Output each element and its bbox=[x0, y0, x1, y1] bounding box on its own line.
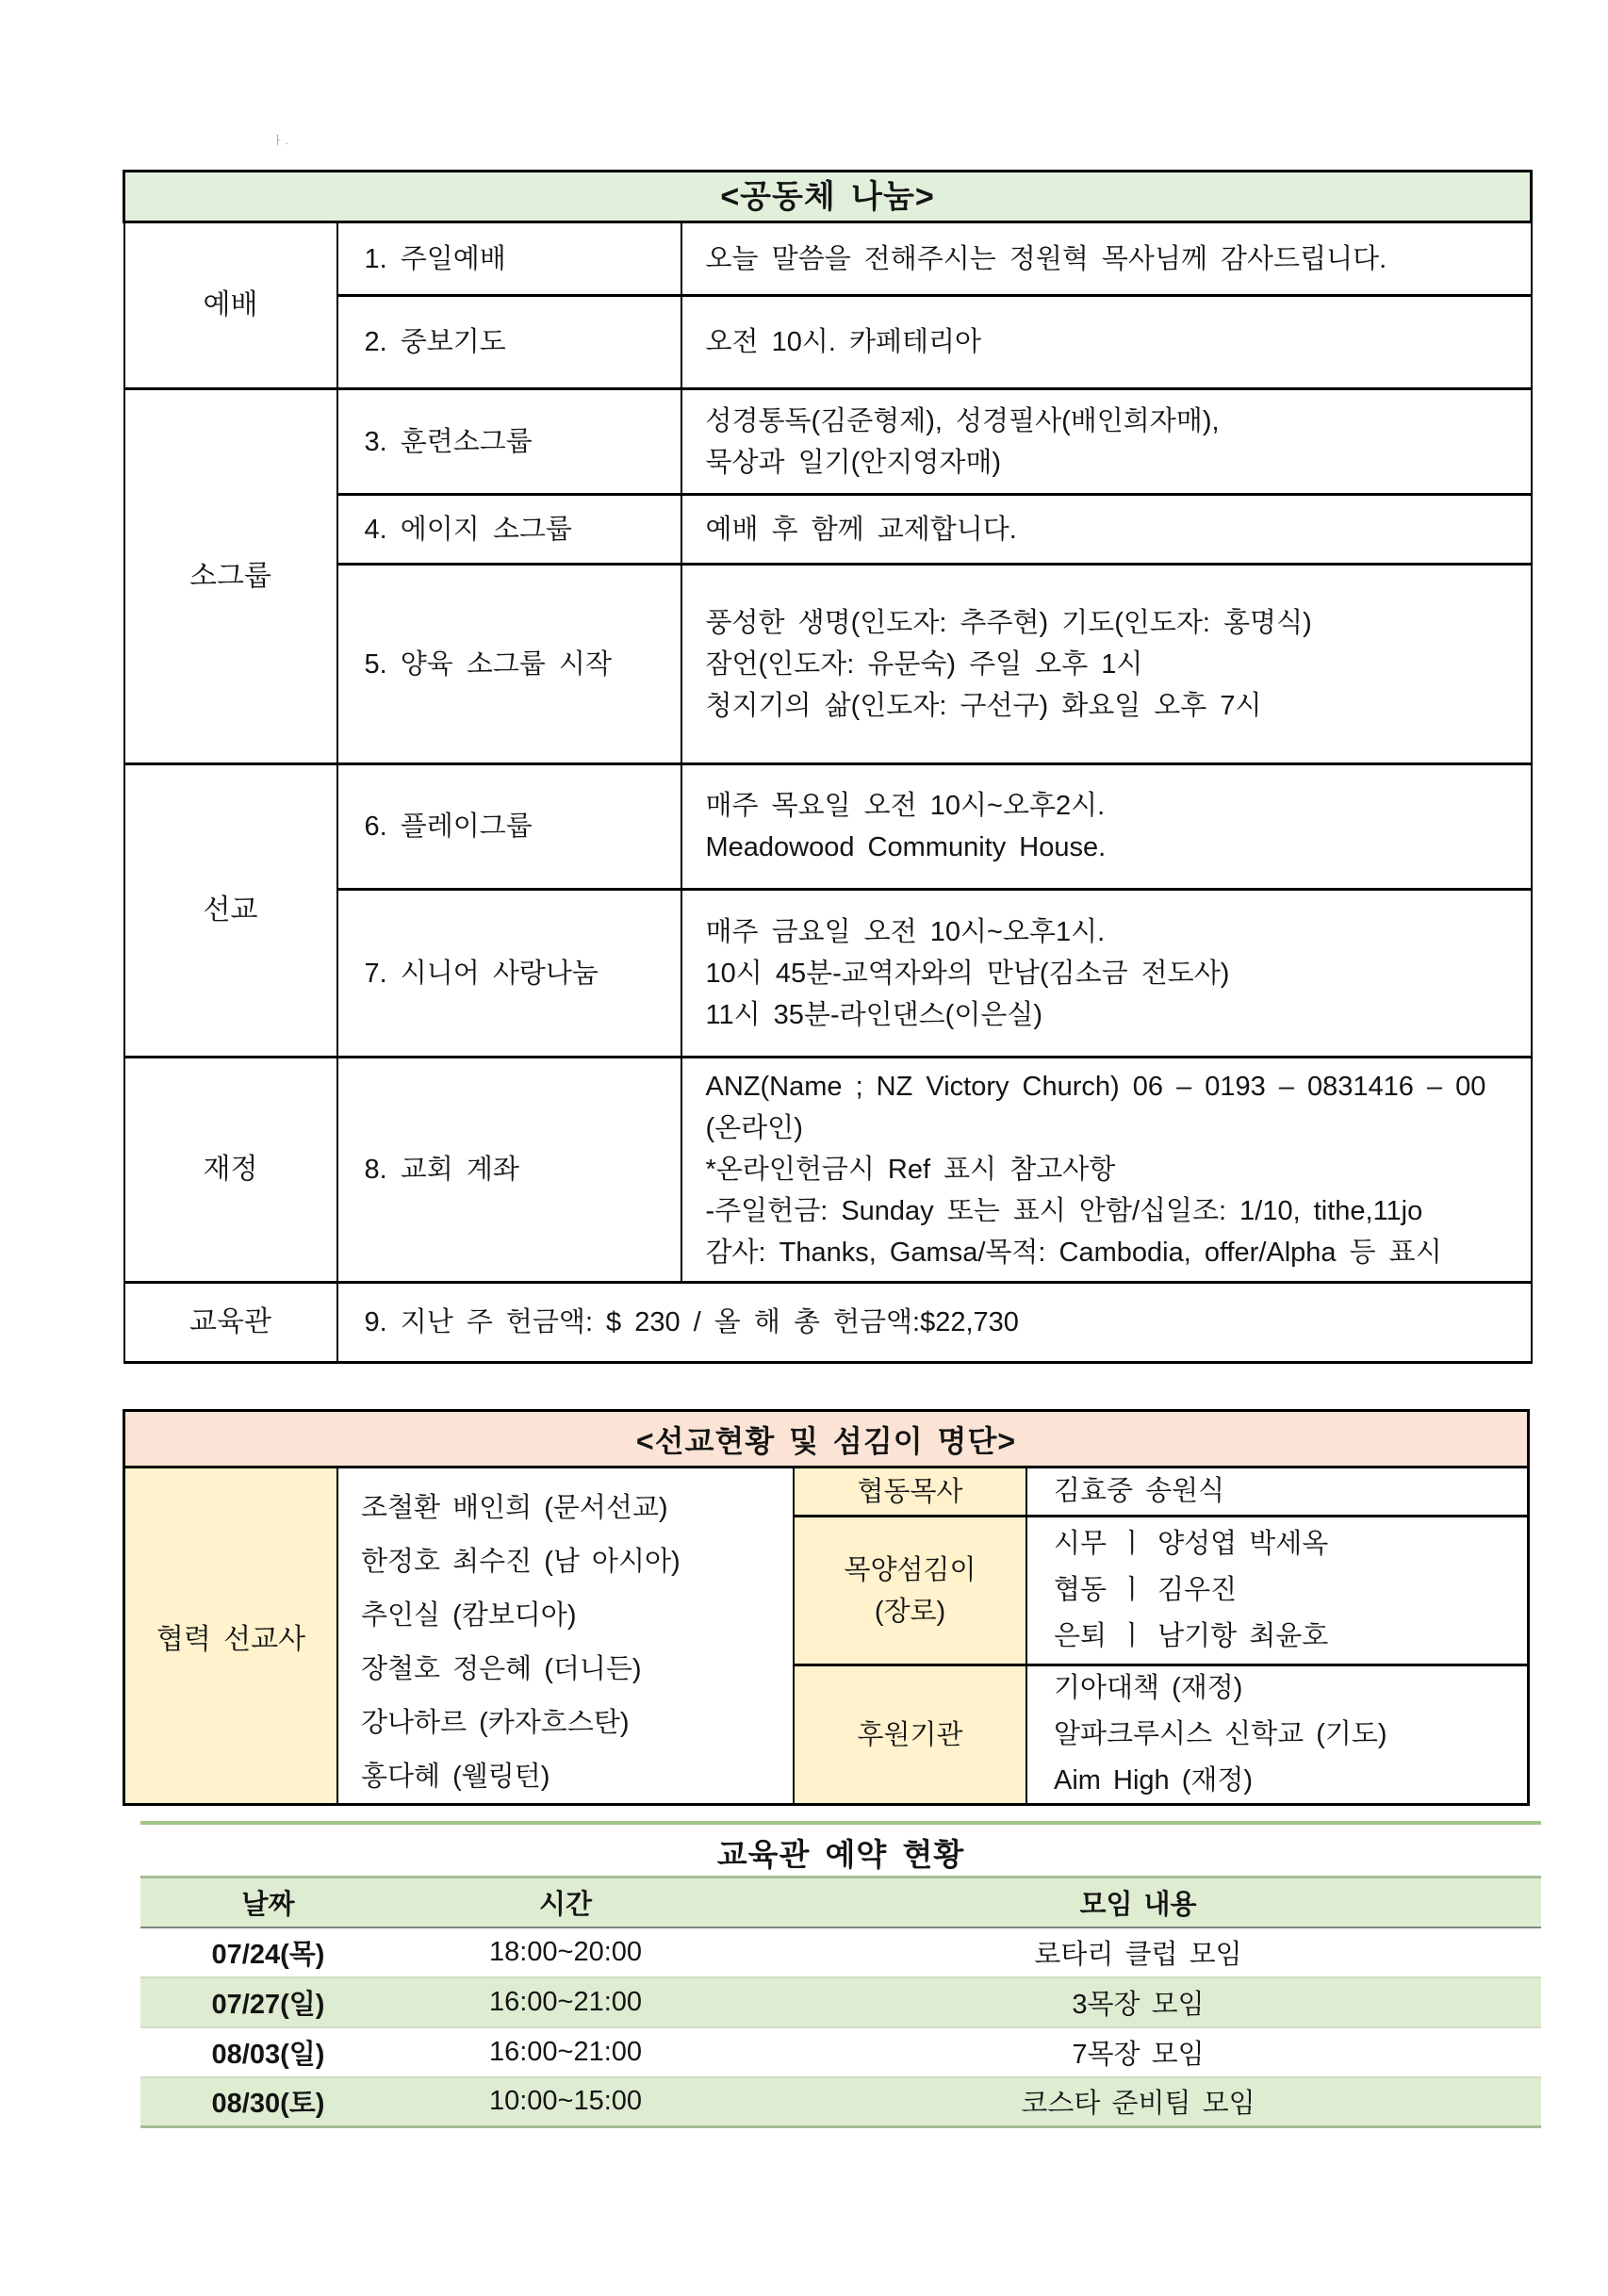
text-line: 한정호 최수진 (남 아시아) bbox=[361, 1547, 681, 1577]
item-desc bbox=[681, 222, 1532, 296]
item-desc bbox=[681, 890, 1532, 1058]
reservation-row bbox=[140, 2077, 1541, 2127]
item-desc bbox=[681, 1058, 1532, 1283]
item-label: 1. 주일예배 bbox=[337, 222, 681, 296]
text-line: 예배 후 함께 교제합니다. bbox=[705, 514, 1017, 545]
item-label: 2. 중보기도 bbox=[337, 296, 681, 389]
reservation-content: 로타리 클럽 모임 bbox=[1034, 1939, 1242, 1970]
item-label: 8. 교회 계좌 bbox=[337, 1058, 681, 1283]
offering-summary: 9. 지난 주 헌금액: $ 230 / 올 해 총 헌금액:$22,730 bbox=[337, 1283, 1532, 1363]
reservation-content: 코스타 준비팀 모임 bbox=[1021, 2089, 1255, 2120]
text-line: 기아대책 (재정) bbox=[1054, 1673, 1243, 1703]
reservation-header-row bbox=[140, 1878, 1541, 1927]
reservation-date: 08/30(토) bbox=[211, 2089, 325, 2120]
community-table-title: <공동체 나눔> bbox=[124, 172, 1532, 222]
scan-artifact: ㅏ. bbox=[272, 134, 290, 147]
reservation-content: 7목장 모임 bbox=[1072, 2039, 1205, 2070]
item-desc bbox=[681, 296, 1532, 389]
mission-status-table bbox=[123, 1409, 1530, 1806]
mission-table-title: <선교현황 및 섬김이 명단> bbox=[123, 1409, 1530, 1468]
text-line: *온라인헌금시 Ref 표시 참고사항 bbox=[705, 1155, 1116, 1185]
table-row bbox=[124, 1058, 1532, 1283]
item-desc bbox=[681, 764, 1532, 890]
item-label: 7. 시니어 사랑나눔 bbox=[337, 890, 681, 1058]
text-line: 매주 목요일 오전 10시~오후2시. bbox=[705, 791, 1106, 821]
text-line: 홍다혜 (웰링턴) bbox=[361, 1762, 550, 1792]
text-line: 풍성한 생명(인도자: 추주현) 기도(인도자: 홍명식) bbox=[705, 607, 1312, 638]
text-line: 조철환 배인희 (문서선교) bbox=[361, 1493, 668, 1523]
text-line: ANZ(Name ; NZ Victory Church) 06 – 0193 – 0831416 – 00 bbox=[705, 1072, 1486, 1102]
text-line: Meadowood Community House. bbox=[705, 832, 1107, 862]
reservation-date: 07/27(일) bbox=[211, 1989, 325, 2020]
text-line: 성경통독(김준형제), 성경필사(배인희자매), bbox=[705, 405, 1220, 436]
reservation-row bbox=[140, 1977, 1541, 2027]
value-assoc-pastor bbox=[1027, 1468, 1527, 1517]
group-label-finance: 재정 bbox=[124, 1058, 337, 1283]
col-header-date: 날짜 bbox=[140, 1878, 396, 1927]
reservation-time: 16:00~21:00 bbox=[488, 2036, 643, 2067]
text-line: 11시 35분-라인댄스(이은실) bbox=[705, 999, 1043, 1030]
text-line: 묵상과 일기(안지영자매) bbox=[705, 447, 1002, 478]
group-label-smallgroup: 소그룹 bbox=[124, 389, 337, 764]
item-desc bbox=[681, 495, 1532, 565]
label-elders bbox=[795, 1517, 1027, 1666]
text-line: 협동목사 bbox=[857, 1476, 963, 1507]
reservation-title: 교육관 예약 현황 bbox=[716, 1837, 965, 1872]
text-line: 잠언(인도자: 유문숙) 주일 오후 1시 bbox=[705, 648, 1143, 680]
label-supported-orgs bbox=[795, 1666, 1027, 1803]
table-row bbox=[124, 1283, 1532, 1363]
text-line: 목양섬김이 bbox=[844, 1554, 976, 1585]
item-label: 5. 양육 소그룹 시작 bbox=[337, 565, 681, 764]
value-elders bbox=[1027, 1517, 1527, 1666]
text-line: -주일헌금: Sunday 또는 표시 안함/십일조: 1/10, tithe,11jo bbox=[705, 1196, 1423, 1226]
section-divider-line bbox=[140, 1821, 1541, 1825]
label-assoc-pastor bbox=[795, 1468, 1027, 1517]
text-line: 후원기관 bbox=[857, 1719, 963, 1750]
value-supported-orgs bbox=[1027, 1666, 1527, 1803]
reservation-row bbox=[140, 1927, 1541, 1977]
item-label: 3. 훈련소그룹 bbox=[337, 389, 681, 495]
item-desc bbox=[681, 565, 1532, 764]
missionaries-list bbox=[338, 1468, 795, 1803]
text-line: 청지기의 삶(인도자: 구선구) 화요일 오후 7시 bbox=[705, 690, 1262, 721]
text-line: 10시 45분-교역자와의 만남(김소금 전도사) bbox=[705, 958, 1230, 989]
reservation-date: 08/03(일) bbox=[211, 2039, 325, 2070]
text-line: 협동 ㅣ 김우진 bbox=[1054, 1575, 1238, 1605]
group-label-worship: 예배 bbox=[124, 222, 337, 389]
text-line: 은퇴 ㅣ 남기항 최윤호 bbox=[1054, 1621, 1329, 1651]
community-sharing-table bbox=[123, 170, 1533, 1364]
group-label-education: 교육관 bbox=[124, 1283, 337, 1363]
text-line: 알파크루시스 신학교 (기도) bbox=[1054, 1719, 1387, 1749]
missionaries-label: 협력 선교사 bbox=[125, 1468, 338, 1803]
col-header-time: 시간 bbox=[396, 1878, 735, 1927]
text-line: 장철호 정은혜 (더니든) bbox=[361, 1654, 642, 1684]
table-row bbox=[124, 764, 1532, 890]
text-line: Aim High (재정) bbox=[1054, 1765, 1254, 1796]
text-line: 시무 ㅣ 양성엽 박세옥 bbox=[1054, 1529, 1329, 1559]
reservation-time: 16:00~21:00 bbox=[488, 1986, 643, 2017]
reservation-content: 3목장 모임 bbox=[1072, 1989, 1205, 2020]
reservation-time: 10:00~15:00 bbox=[488, 2086, 643, 2117]
text-line: 오전 10시. 카페테리아 bbox=[705, 327, 982, 357]
item-label: 6. 플레이그룹 bbox=[337, 764, 681, 890]
reservation-time: 18:00~20:00 bbox=[488, 1936, 643, 1967]
table-row bbox=[124, 389, 1532, 495]
text-line: 매주 금요일 오전 10시~오후1시. bbox=[705, 916, 1106, 947]
text-line: 추인실 (캄보디아) bbox=[361, 1600, 577, 1631]
text-line: 김효중 송원식 bbox=[1054, 1476, 1225, 1506]
text-line: (장로) bbox=[874, 1596, 946, 1627]
text-line: 강나하르 (카자흐스탄) bbox=[361, 1708, 630, 1738]
table-row bbox=[124, 222, 1532, 296]
text-line: (온라인) bbox=[705, 1113, 803, 1143]
group-label-mission: 선교 bbox=[124, 764, 337, 1058]
reservation-row bbox=[140, 2027, 1541, 2077]
item-label: 4. 에이지 소그룹 bbox=[337, 495, 681, 565]
text-line: 감사: Thanks, Gamsa/목적: Cambodia, offer/Alpha 등 표시 bbox=[705, 1238, 1442, 1268]
item-desc bbox=[681, 389, 1532, 495]
reservation-table bbox=[140, 1876, 1541, 2128]
text-line: 오늘 말씀을 전해주시는 정원혁 목사님께 감사드립니다. bbox=[705, 243, 1387, 274]
col-header-content: 모임 내용 bbox=[735, 1878, 1541, 1927]
reservation-date: 07/24(목) bbox=[211, 1939, 325, 1970]
